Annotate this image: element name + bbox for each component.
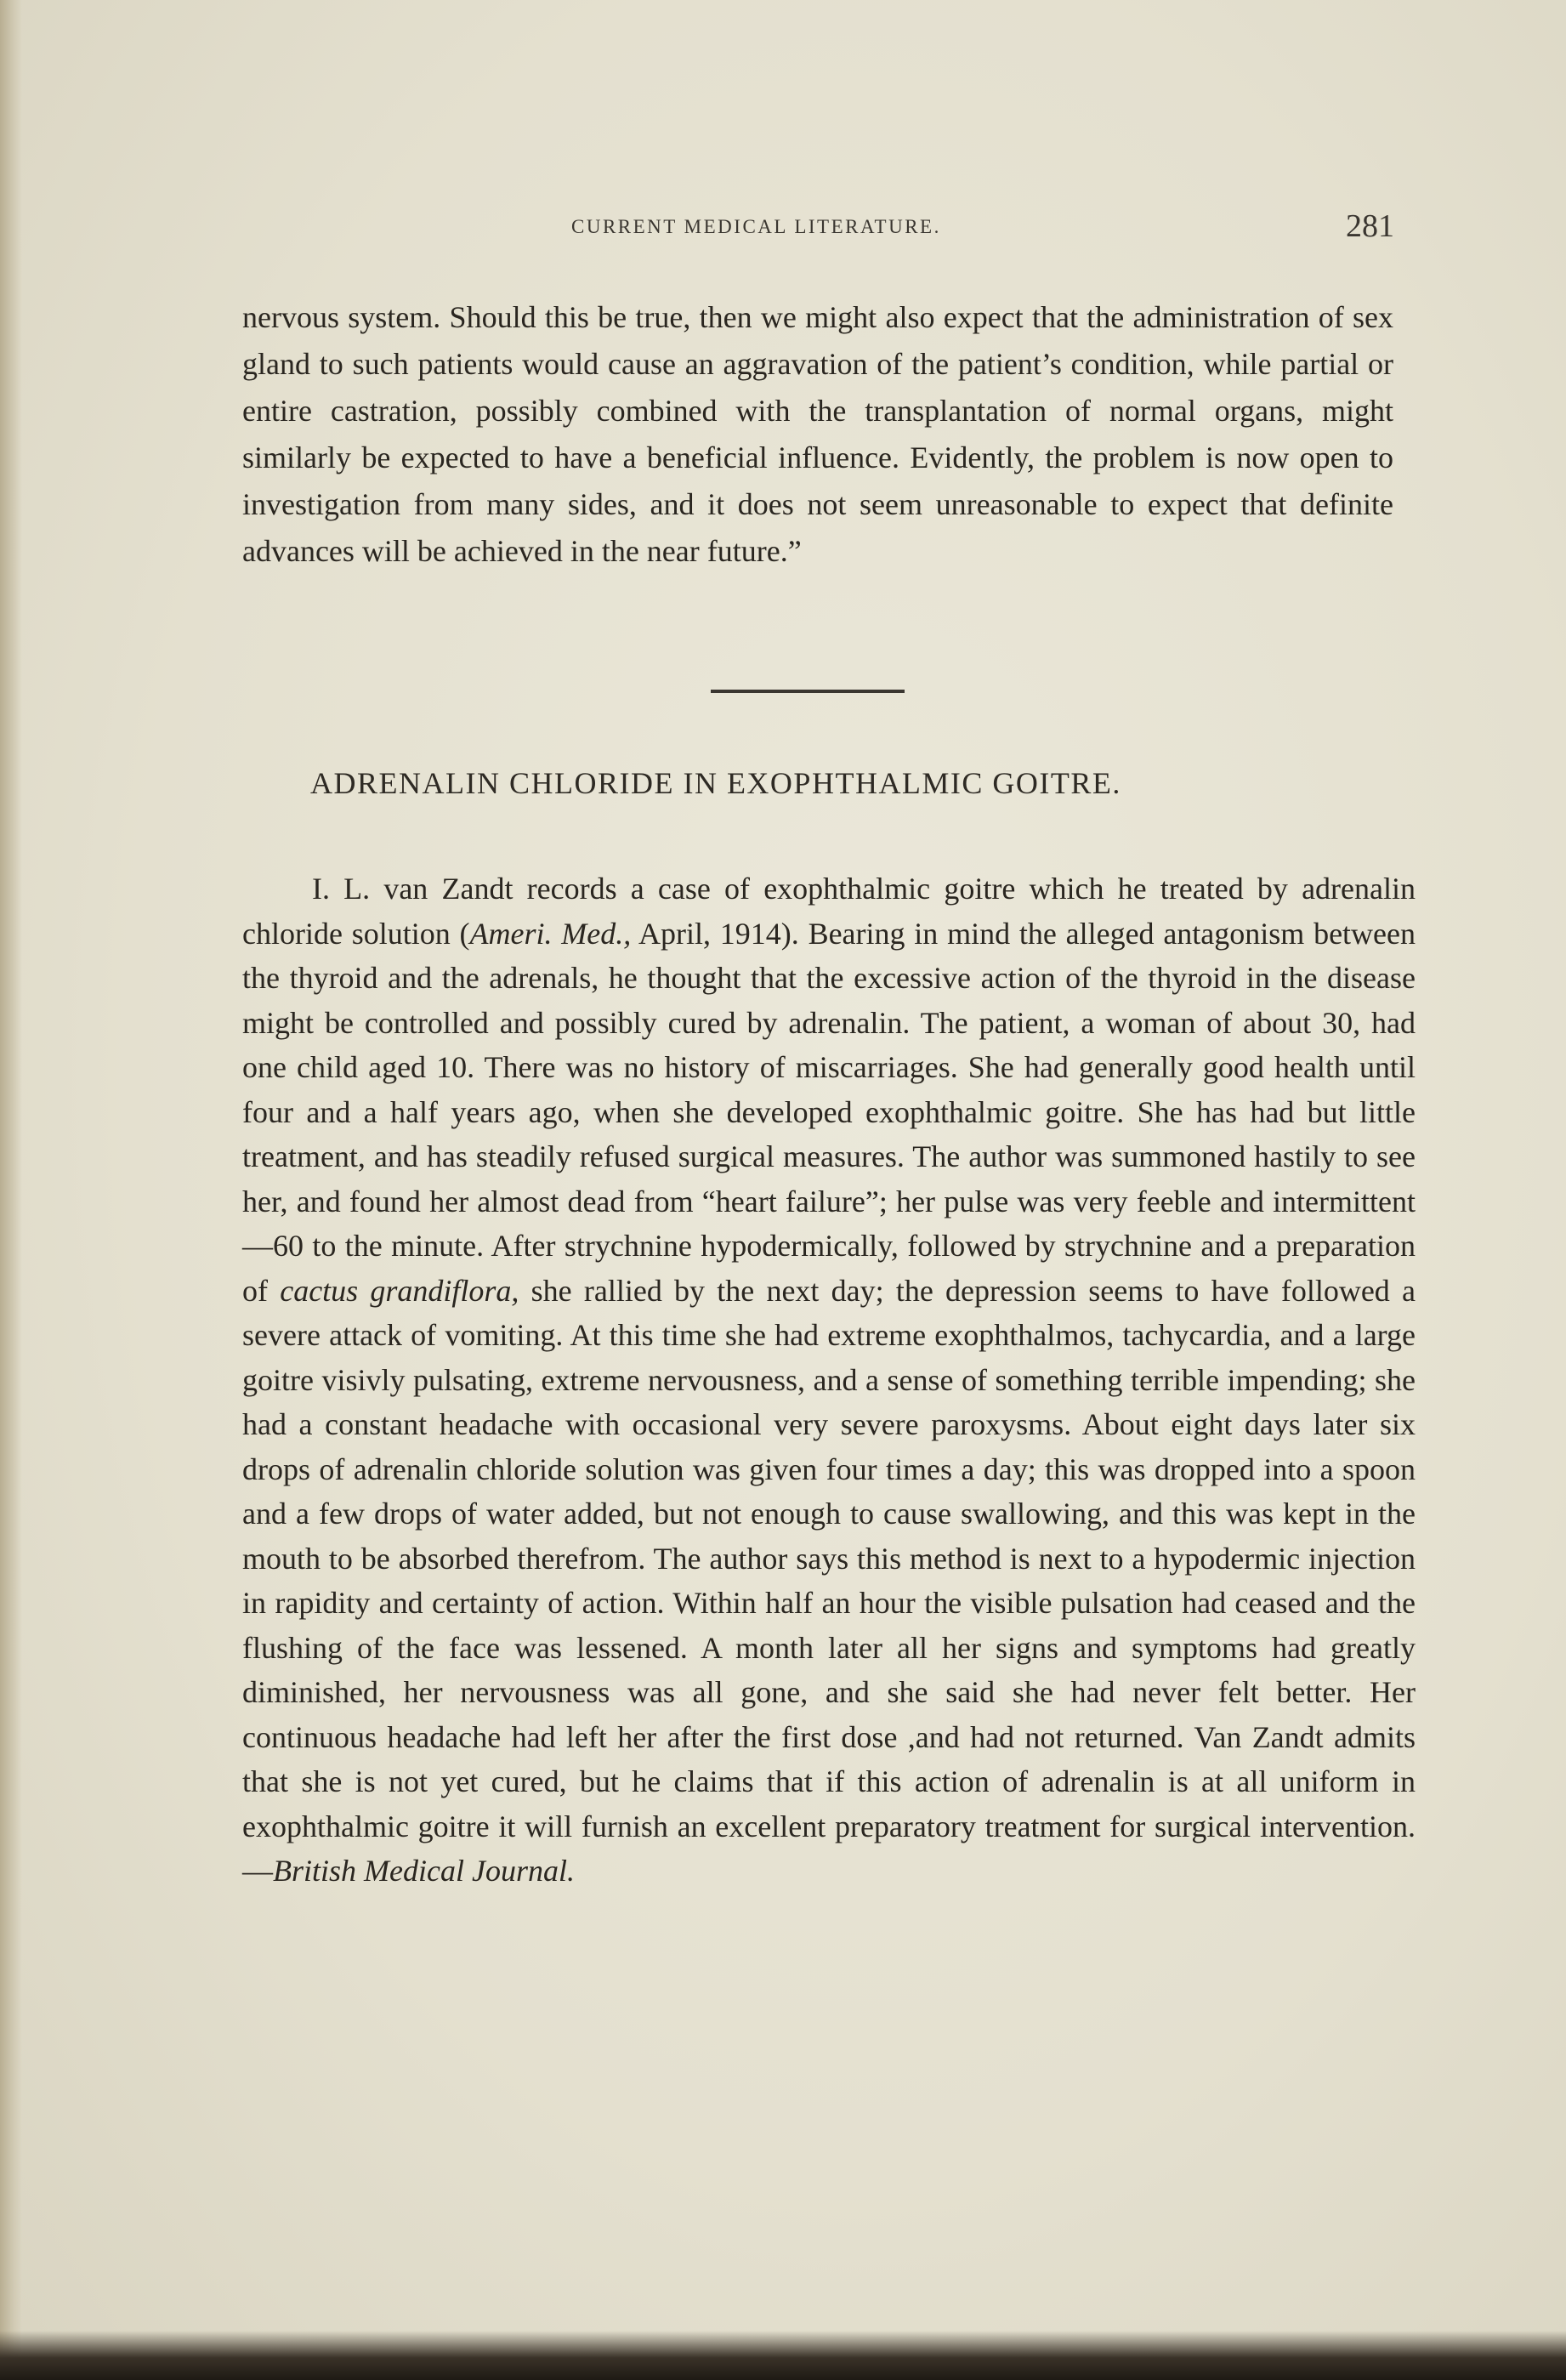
- running-title: CURRENT MEDICAL LITERATURE.: [571, 216, 941, 237]
- journal-citation: Ameri. Med.,: [469, 916, 632, 951]
- source-citation: British Medical Journal.: [273, 1854, 575, 1888]
- running-header: [238, 208, 1394, 250]
- page-bottom-edge: [0, 2331, 1566, 2380]
- article-body-text-2: April, 1914). Bearing in mind the alleged antagonism between the thyroid and the adrenals, he thought that the excessive action of the thyroid in the disease might be controlled and possibly cured by adrenalin. The patient, a woman of about 30, had one child aged 10. There was no history of miscarriages. She had generally good health until four and a half years ago, when she developed exophthalmic goitre. She has had but little treatment, and has steadily refused surgical measures. The author was summoned hastily to see her, and found her almost dead from “heart failure”; her pulse was very feeble and intermittent—60 to the minute. After strychnine hypodermically, followed by strychnine and a preparation of: [242, 916, 1416, 1308]
- article-body-text-1: I. L. van Zandt records a case of exophthalmic goitre which he treated by adrenalin chloride solution (: [242, 872, 1416, 951]
- section-divider: [711, 690, 905, 693]
- article-body-text-3: she rallied by the next day; the depression seems to have followed a severe attack of vomiting. At this time she had extreme exophthalmos, tachycardia, and a large goitre visivly pulsating, extreme nervousness, and a sense of something terrible impending; she had a constant headache with occasional very severe paroxysms. About eight days later six drops of adrenalin chloride solution was given four times a day; this was dropped into a spoon and a few drops of water added, but not enough to cause swallowing, and this was kept in the mouth to be absorbed therefrom. The author says this method is next to a hypodermic injection in rapidity and certainty of action. Within half an hour the visible pulsation had ceased and the flushing of the face was lessened. A month later all her signs and symptoms had greatly diminished, her nervousness was all gone, and she said she had never felt better. Her continuous headache had left her after the first dose ,and had not returned. Van Zandt admits that she is not yet cured, but he claims that if this action of adrenalin is at all uniform in exophthalmic goitre it will furnish an excellent preparatory treatment for surgical intervention.—: [242, 1273, 1416, 1888]
- drug-name: cactus grandiflora,: [280, 1273, 519, 1308]
- page-number: 281: [1346, 208, 1394, 244]
- page-binding-edge: [0, 0, 22, 2380]
- article-body: [242, 866, 1416, 1894]
- continued-paragraph: nervous system. Should this be true, then we might also expect that the administration of sex gland to such patients would cause an aggravation of the patient’s condition, while partial or entire castration, possibly combined with the transplantation of normal organs, might similarly be expected to have a beneficial influence. Evidently, the problem is now open to investigation from many sides, and it does not seem unreasonable to expect that definite advances will be achieved in the near future.”: [242, 300, 1393, 568]
- article-title: ADRENALIN CHLORIDE IN EXOPHTHALMIC GOITRE.: [310, 766, 1121, 800]
